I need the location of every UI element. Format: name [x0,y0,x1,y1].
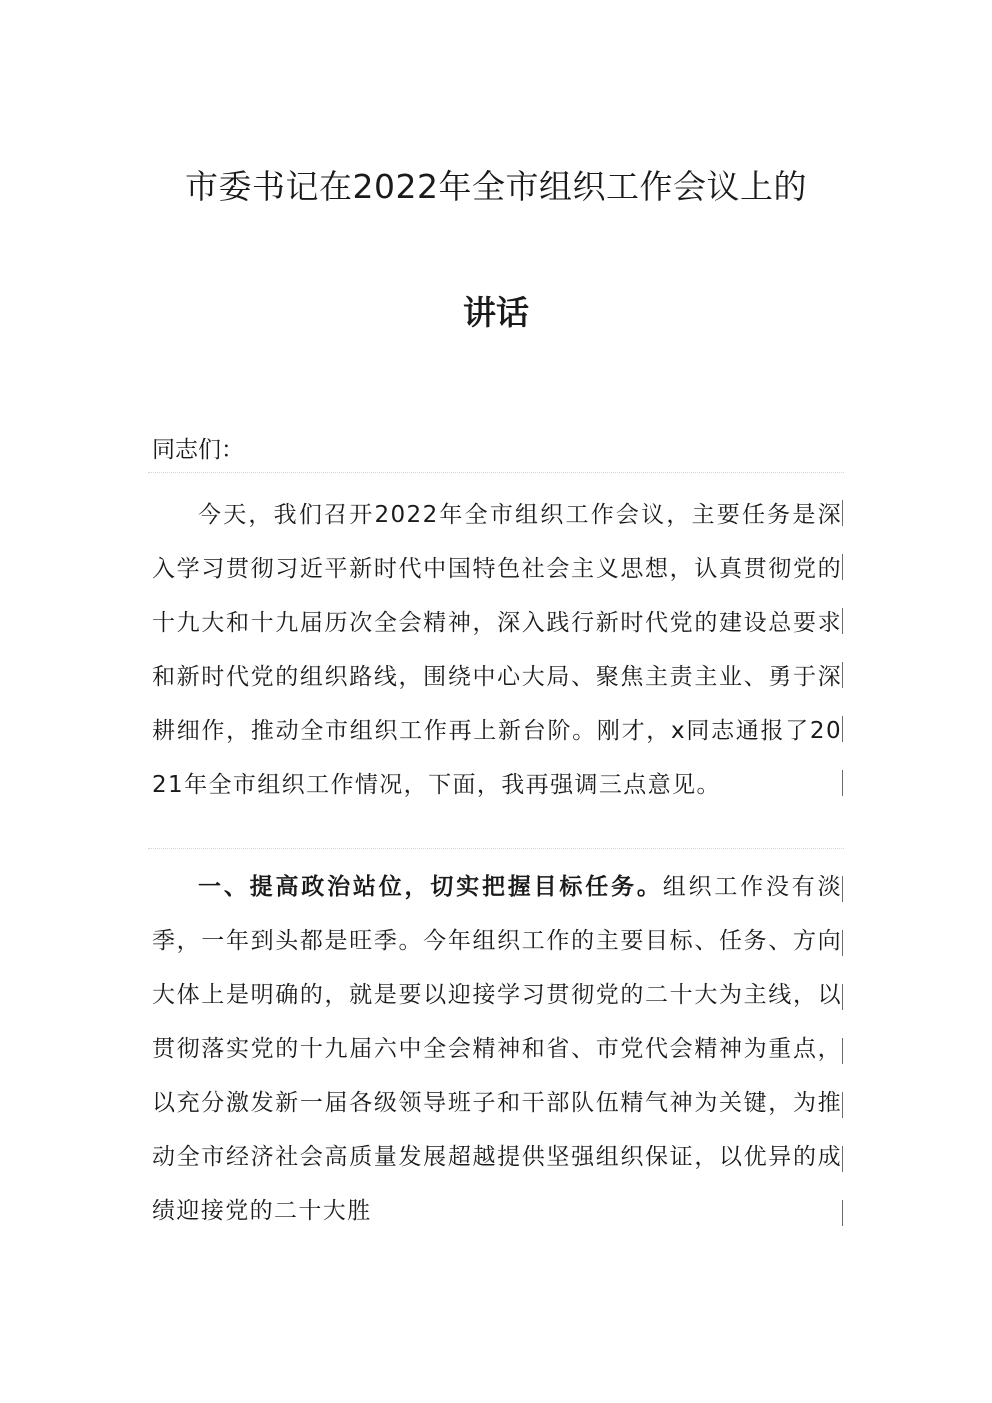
margin-marker [842,770,843,796]
margin-marker [842,1200,843,1226]
margin-marker [842,554,843,580]
margin-marker [842,1146,843,1172]
margin-marker [842,876,843,902]
divider [148,848,844,849]
margin-marker [842,716,843,742]
paragraph-section-1 [152,860,842,1238]
document-title-line-1: 市委书记在2022年全市组织工作会议上的 [185,167,807,206]
margin-marker [842,930,843,956]
section-heading: 一、提高政治站位，切实把握目标任务。 [198,874,663,900]
margin-marker [842,984,843,1010]
margin-marker [842,500,843,526]
margin-marker [842,608,843,634]
document-title-line-2: 讲话 [463,293,529,332]
margin-marker [842,1038,843,1064]
divider [148,472,844,473]
margin-marker [842,1092,843,1118]
section-body: 组织工作没有淡季，一年到头都是旺季。今年组织工作的主要目标、任务、方向大体上是明确的，就是要以迎接学习贯彻党的二十大为主线，以贯彻落实党的十九届六中全会精神和省、市党代会精神为重点，以充分激发新一届各级领导班子和干部队伍精气神为关键，为推动全市经济社会高质量发展超越提供坚强组织保证，以优异的成绩迎接党的二十大胜 [152,874,842,1224]
paragraph-intro: 今天，我们召开2022年全市组织工作会议，主要任务是深入学习贯彻习近平新时代中国特色社会主义思想，认真贯彻党的十九大和十九届历次全会精神，深入践行新时代党的建设总要求和新时代党的组织路线，围绕中心大局、聚焦主责主业、勇于深耕细作，推动全市组织工作再上新台阶。刚才，x同志通报了2021年全市组织工作情况，下面，我再强调三点意见。 [152,502,842,798]
salutation: 同志们： [152,437,244,463]
margin-marker [842,662,843,688]
